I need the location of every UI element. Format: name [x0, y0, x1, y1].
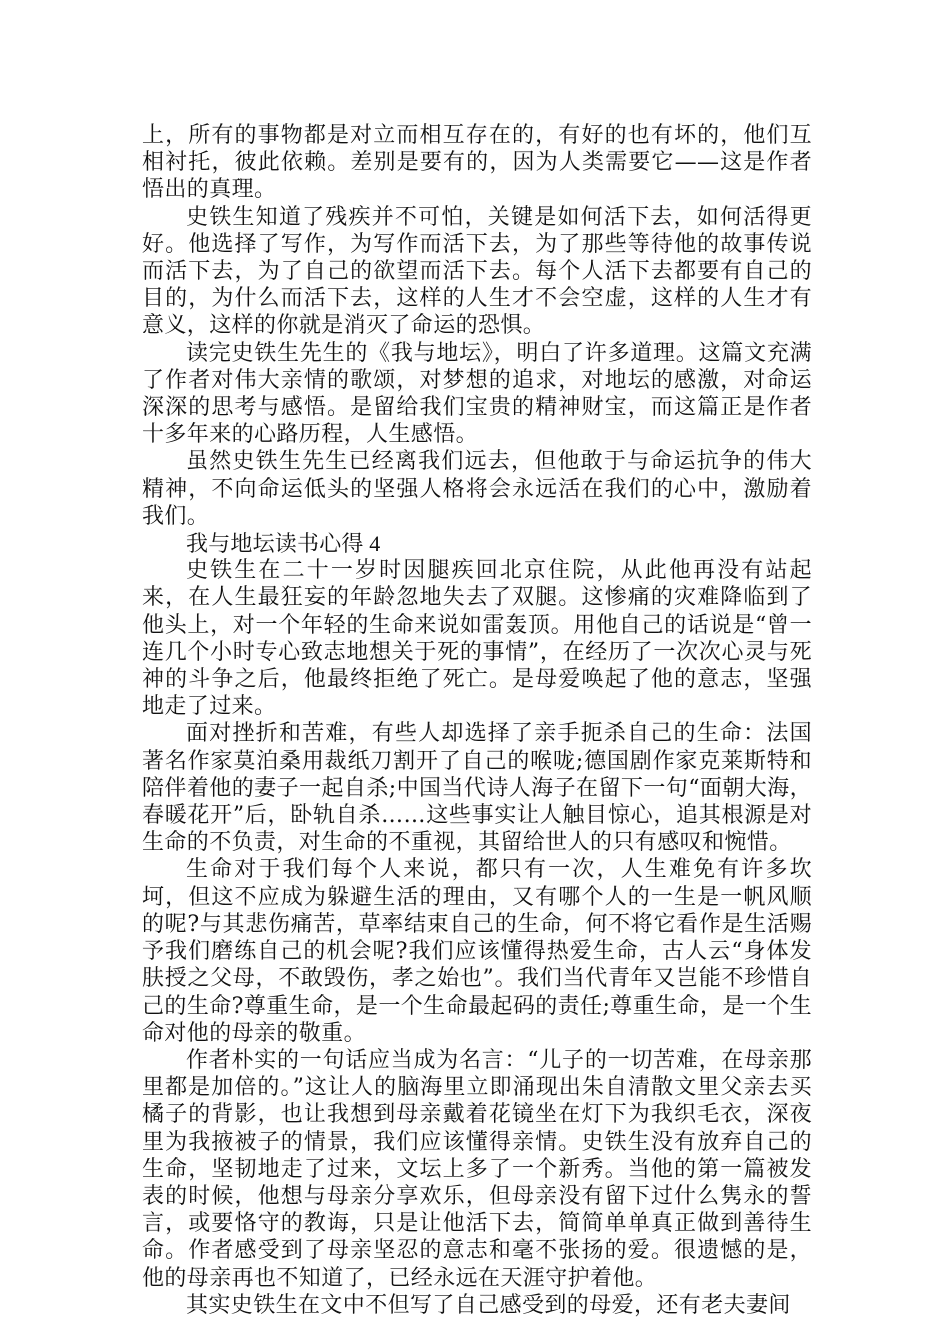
paragraph-continuation: 上，所有的事物都是对立而相互存在的，有好的也有坏的，他们互相衬托，彼此依赖。差别是要有的，因为人类需要它——这是作者悟出的真理。 — [142, 123, 812, 203]
paragraph: 史铁生知道了残疾并不可怕，关键是如何活下去，如何活得更好。他选择了写作，为写作而活下去，为了那些等待他的故事传说而活下去，为了自己的欲望而活下去。每个人活下去都要有自己的目的，为什么而活下去，这样的人生才不会空虚，这样的人生才有意义，这样的你就是消灭了命运的恐惧。 — [142, 204, 812, 339]
paragraph: 其实史铁生在文中不但写了自己感受到的母爱，还有老夫妻间 — [186, 1292, 791, 1318]
paragraph: 生命对于我们每个人来说，都只有一次，人生难免有许多坎坷，但这不应成为躲避生活的理由，又有哪个人的一生是一帆风顺的呢?与其悲伤痛苦，草率结束自己的生命，何不将它看作是生活赐予我们磨练自己的机会呢?我们应该懂得热爱生命，古人云“身体发肤授之父母，不敢毁伤，孝之始也”。我们当代青年又岂能不珍惜自己的生命?尊重生命，是一个生命最起码的责任;尊重生命，是一个生命对他的母亲的敬重。 — [142, 857, 812, 1046]
section-heading: 我与地坛读书心得 4 — [186, 531, 381, 557]
paragraph: 面对挫折和苦难，有些人却选择了亲手扼杀自己的生命：法国著名作家莫泊桑用裁纸刀割开了自己的喉咙;德国剧作家克莱斯特和陪伴着他的妻子一起自杀;中国当代诗人海子在留下一句“面朝大海，春暖花开”后，卧轨自杀……这些事实让人触目惊心，追其根源是对生命的不负责，对生命的不重视，其留给世人的只有感叹和惋惜。 — [142, 721, 812, 856]
document-page — [142, 122, 812, 1319]
paragraph: 作者朴实的一句话应当成为名言：“儿子的一切苦难，在母亲那里都是加倍的。”这让人的脑海里立即涌现出朱自清散文里父亲去买橘子的背影，也让我想到母亲戴着花镜坐在灯下为我织毛衣，深夜里为我掖被子的情景，我们应该懂得亲情。史铁生没有放弃自己的生命，坚韧地走了过来，文坛上多了一个新秀。当他的第一篇被发表的时候，他想与母亲分享欢乐，但母亲没有留下过什么隽永的誓言，或要恪守的教诲，只是让他活下去，简简单单真正做到善待生命。作者感受到了母亲坚忍的意志和毫不张扬的爱。很遗憾的是，他的母亲再也不知道了，已经永远在天涯守护着他。 — [142, 1047, 812, 1291]
paragraph: 读完史铁生先生的《我与地坛》，明白了许多道理。这篇文充满了作者对伟大亲情的歌颂，对梦想的追求，对地坛的感激，对命运深深的思考与感悟。是留给我们宝贵的精神财宝，而这篇正是作者十多年来的心路历程，人生感悟。 — [142, 340, 812, 448]
paragraph: 虽然史铁生先生已经离我们远去，但他敢于与命运抗争的伟大精神，不向命运低头的坚强人格将会永远活在我们的心中，激励着我们。 — [142, 449, 812, 529]
paragraph: 史铁生在二十一岁时因腿疾回北京住院，从此他再没有站起来，在人生最狂妄的年龄忽地失去了双腿。这惨痛的灾难降临到了他头上，对一个年轻的生命来说如雷轰顶。用他自己的话说是“曾一连几个小时专心致志地想关于死的事情”，在经历了一次次心灵与死神的斗争之后，他最终拒绝了死亡。是母爱唤起了他的意志，坚强地走了过来。 — [142, 558, 812, 720]
